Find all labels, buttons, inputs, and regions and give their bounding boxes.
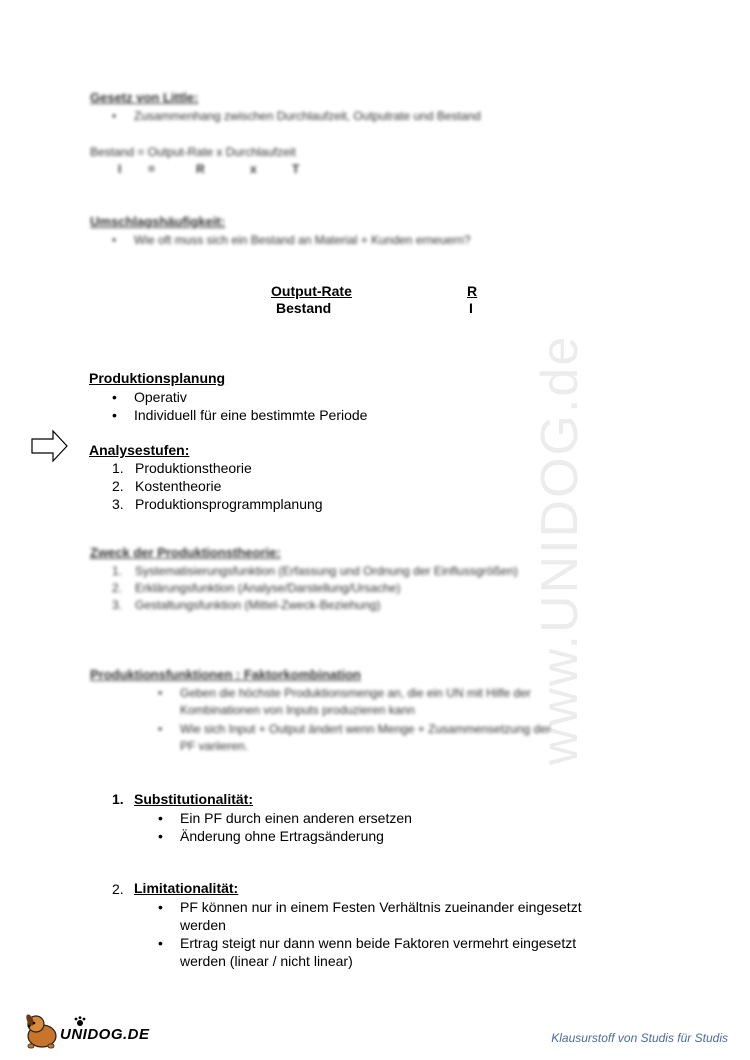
list-item: Produktionsprogrammplanung <box>135 496 323 512</box>
list-item: Gestaltungsfunktion (Mittel-Zweck-Beziehung) <box>135 598 381 612</box>
bullet-item: • Wie oft muss sich ein Bestand an Material + Kunden erneuern? <box>134 232 471 249</box>
bullet-item: • Individuell für eine bestimmte Periode <box>134 406 367 424</box>
arrow-right-icon <box>31 429 69 463</box>
list-number: 1. <box>112 791 124 807</box>
bullet-item: • Ertrag steigt nur dann wenn beide Faktoren vermehrt eingesetzt <box>180 934 576 952</box>
watermark: www.UNIDOG.de <box>531 334 589 766</box>
bullet-item: • Zusammenhang zwischen Durchlaufzeit, Outputrate und Bestand <box>134 108 481 125</box>
section-heading-produktionsplanung: Produktionsplanung <box>89 370 226 386</box>
dog-logo-icon <box>22 1012 62 1050</box>
bullet-item: • PF können nur in einem Festen Verhältnis zueinander eingesetzt <box>180 898 582 916</box>
bullet-item: • Geben die höchste Produktionsmenge an, die ein UN mit Hilfe der <box>180 685 531 702</box>
fraction-numerator-word: Output-Rate <box>271 283 352 299</box>
list-item: Erklärungsfunktion (Analyse/Darstellung/Ursache) <box>135 581 401 595</box>
section-heading-limitationalitaet: Limitationalität: <box>134 880 239 896</box>
section-heading-umschlag: Umschlagshäufigkeit: <box>90 214 226 229</box>
section-heading-analysestufen: Analysestufen: <box>89 442 190 458</box>
fraction-denominator-symbol: I <box>469 300 473 316</box>
formula-text: Bestand = Output-Rate x Durchlaufzeit <box>90 145 296 159</box>
section-heading-substitutionalitaet: Substitutionalität: <box>134 791 253 807</box>
section-heading-zweck: Zweck der Produktionstheorie: <box>90 545 281 560</box>
paw-icon <box>74 1016 86 1026</box>
list-item: Systematisierungsfunktion (Erfassung und Ordnung der Einflussgrößen) <box>135 564 518 578</box>
fraction-denominator-word: Bestand <box>276 300 332 316</box>
bullet-item: • Ein PF durch einen anderen ersetzen <box>180 809 412 827</box>
list-item: Produktionstheorie <box>135 460 252 476</box>
fraction-numerator-symbol: R <box>467 283 478 299</box>
section-heading-little: Gesetz von Little: <box>90 90 199 105</box>
bullet-item: • Wie sich Input + Output ändert wenn Menge + Zusammensetzung der <box>180 721 551 738</box>
section-heading-produktionsfunktionen: Produktionsfunktionen : Faktorkombination <box>90 667 361 682</box>
bullet-item: • Operativ <box>134 388 187 406</box>
bullet-item: • Änderung ohne Ertragsänderung <box>180 827 384 845</box>
list-number: 2. <box>112 881 124 897</box>
footer-logo-text: UNIDOG.DE <box>60 1026 150 1043</box>
footer-tagline: Klausurstoff von Studis für Studis <box>551 1031 728 1045</box>
list-item: Kostentheorie <box>135 478 222 494</box>
